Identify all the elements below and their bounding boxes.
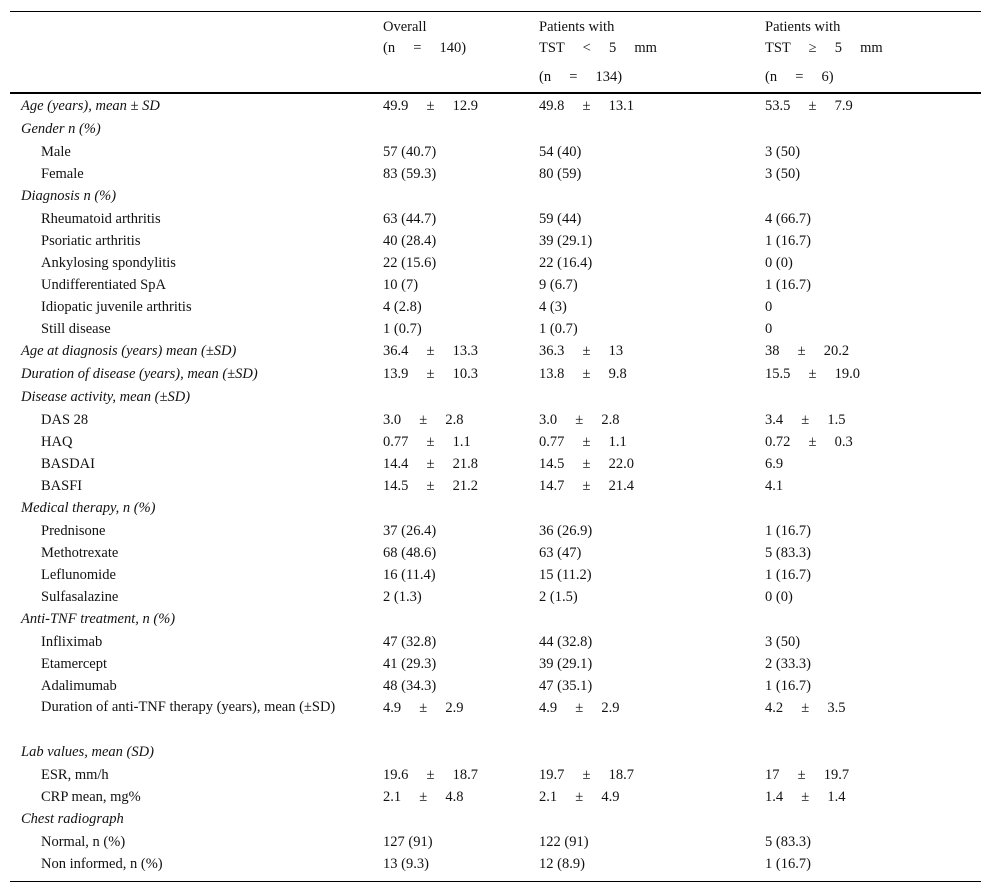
- row-label: Sulfasalazine: [41, 589, 119, 605]
- header-ge5-title: Patients with: [765, 19, 841, 35]
- row-label: Infliximab: [41, 634, 103, 650]
- row-label: Lab values, mean (SD): [21, 744, 154, 760]
- table-row: [10, 409, 981, 431]
- row-label: Duration of anti-TNF therapy (years), mean (±SD): [41, 699, 336, 715]
- table-row: [10, 497, 981, 520]
- cell-tst-lt5: 39 (29.1): [539, 656, 593, 672]
- cell-overall: 68 (48.6): [383, 545, 437, 561]
- cell-tst-ge5: 1 (16.7): [765, 523, 811, 539]
- cell-tst-ge5: 0: [765, 321, 773, 337]
- table-row: [10, 431, 981, 453]
- table-row: [10, 95, 981, 118]
- table-bottom-rule: [10, 881, 981, 882]
- cell-overall: 16 (11.4): [383, 567, 436, 583]
- row-label: Duration of disease (years), mean (±SD): [21, 366, 258, 382]
- table-row: [10, 141, 981, 163]
- cell-tst-lt5: 2 (1.5): [539, 589, 578, 605]
- cell-overall: 19.6 ± 18.7: [383, 767, 478, 783]
- table-row: [10, 453, 981, 475]
- cell-tst-ge5: 2 (33.3): [765, 656, 811, 672]
- table-row: [10, 208, 981, 230]
- cell-tst-lt5: 15 (11.2): [539, 567, 592, 583]
- header-overall-n: (n = 140): [383, 40, 467, 56]
- table-row: [10, 697, 981, 741]
- cell-tst-lt5: 2.1 ± 4.9: [539, 789, 620, 805]
- table-row: [10, 764, 981, 786]
- cell-overall: 2 (1.3): [383, 589, 422, 605]
- cell-tst-lt5: 22 (16.4): [539, 255, 593, 271]
- cell-tst-lt5: 0.77 ± 1.1: [539, 434, 627, 450]
- cell-overall: 41 (29.3): [383, 656, 437, 672]
- header-rule: [10, 92, 981, 94]
- cell-tst-lt5: 49.8 ± 13.1: [539, 98, 634, 114]
- table-row: [10, 475, 981, 497]
- cell-tst-lt5: 4 (3): [539, 299, 567, 315]
- table-row: [10, 296, 981, 318]
- cell-tst-ge5: 5 (83.3): [765, 834, 811, 850]
- row-label: BASFI: [41, 478, 83, 494]
- row-label: Adalimumab: [41, 678, 117, 694]
- cell-tst-lt5: 44 (32.8): [539, 634, 593, 650]
- cell-tst-lt5: 19.7 ± 18.7: [539, 767, 634, 783]
- cell-overall: 49.9 ± 12.9: [383, 98, 478, 114]
- table-row: [10, 586, 981, 608]
- header-tst-ge5: [765, 17, 883, 88]
- table-row: [10, 520, 981, 542]
- cell-overall: 36.4 ± 13.3: [383, 343, 478, 359]
- cell-tst-lt5: 12 (8.9): [539, 856, 585, 872]
- cell-tst-ge5: 1 (16.7): [765, 277, 811, 293]
- cell-overall: 13.9 ± 10.3: [383, 366, 478, 382]
- table-row: [10, 163, 981, 185]
- cell-tst-lt5: 47 (35.1): [539, 678, 593, 694]
- cell-tst-ge5: 1 (16.7): [765, 567, 811, 583]
- row-label: Male: [41, 144, 71, 160]
- header-overall: [383, 17, 466, 59]
- cell-tst-ge5: 15.5 ± 19.0: [765, 366, 860, 382]
- row-label: Still disease: [41, 321, 111, 337]
- cell-overall: 1 (0.7): [383, 321, 422, 337]
- cell-tst-ge5: 1 (16.7): [765, 678, 811, 694]
- table-top-rule: [10, 11, 981, 12]
- cell-tst-ge5: 4.1: [765, 478, 784, 494]
- cell-tst-ge5: 53.5 ± 7.9: [765, 98, 853, 114]
- cell-tst-lt5: 59 (44): [539, 211, 582, 227]
- cell-tst-lt5: 13.8 ± 9.8: [539, 366, 627, 382]
- header-lt5-n: (n = 134): [539, 69, 623, 85]
- table-row: [10, 808, 981, 831]
- cell-tst-ge5: 3 (50): [765, 634, 801, 650]
- row-label: CRP mean, mg%: [41, 789, 141, 805]
- table-row: [10, 564, 981, 586]
- cell-tst-lt5: 14.5 ± 22.0: [539, 456, 634, 472]
- cell-overall: 22 (15.6): [383, 255, 437, 271]
- cell-tst-lt5: 39 (29.1): [539, 233, 593, 249]
- cell-tst-ge5: 17 ± 19.7: [765, 767, 850, 783]
- cell-tst-ge5: 3.4 ± 1.5: [765, 412, 846, 428]
- cell-overall: 127 (91): [383, 834, 433, 850]
- header-overall-title: Overall: [383, 19, 427, 35]
- row-label: Methotrexate: [41, 545, 119, 561]
- cell-tst-ge5: 5 (83.3): [765, 545, 811, 561]
- cell-tst-ge5: 1 (16.7): [765, 233, 811, 249]
- row-label: Age at diagnosis (years) mean (±SD): [21, 343, 237, 359]
- row-label: Leflunomide: [41, 567, 116, 583]
- cell-overall: 47 (32.8): [383, 634, 437, 650]
- row-label: Medical therapy, n (%): [21, 500, 156, 516]
- row-label: Ankylosing spondylitis: [41, 255, 176, 271]
- table-row: [10, 786, 981, 808]
- cell-tst-ge5: 3 (50): [765, 144, 801, 160]
- cell-tst-lt5: 1 (0.7): [539, 321, 578, 337]
- cell-tst-ge5: 1.4 ± 1.4: [765, 789, 846, 805]
- cell-tst-ge5: 0 (0): [765, 255, 793, 271]
- cell-tst-lt5: 3.0 ± 2.8: [539, 412, 620, 428]
- table-row: [10, 340, 981, 363]
- cell-overall: 3.0 ± 2.8: [383, 412, 464, 428]
- row-label: ESR, mm/h: [41, 767, 109, 783]
- cell-overall: 83 (59.3): [383, 166, 437, 182]
- row-label: Etamercept: [41, 656, 108, 672]
- cell-overall: 13 (9.3): [383, 856, 429, 872]
- header-lt5-title: Patients with: [539, 19, 615, 35]
- header-ge5-n: (n = 6): [765, 69, 834, 85]
- cell-tst-lt5: 36.3 ± 13: [539, 343, 624, 359]
- cell-tst-lt5: 14.7 ± 21.4: [539, 478, 634, 494]
- cell-overall: 10 (7): [383, 277, 419, 293]
- row-label: DAS 28: [41, 412, 89, 428]
- data-table: [10, 11, 981, 882]
- cell-tst-ge5: 1 (16.7): [765, 856, 811, 872]
- cell-tst-lt5: 9 (6.7): [539, 277, 578, 293]
- cell-overall: 0.77 ± 1.1: [383, 434, 471, 450]
- table-row: [10, 118, 981, 141]
- header-lt5-line2: TST < 5 mm: [539, 40, 657, 56]
- row-label: Diagnosis n (%): [21, 188, 117, 204]
- row-label: Gender n (%): [21, 121, 101, 137]
- row-label: Psoriatic arthritis: [41, 233, 141, 249]
- table-row: [10, 252, 981, 274]
- cell-overall: 40 (28.4): [383, 233, 437, 249]
- row-label: HAQ: [41, 434, 73, 450]
- table-row: [10, 675, 981, 697]
- cell-tst-ge5: 0 (0): [765, 589, 793, 605]
- cell-overall: 57 (40.7): [383, 144, 437, 160]
- row-label: Idiopatic juvenile arthritis: [41, 299, 192, 315]
- cell-tst-ge5: 6.9: [765, 456, 784, 472]
- table-row: [10, 853, 981, 875]
- cell-tst-lt5: 36 (26.9): [539, 523, 593, 539]
- table-row: [10, 274, 981, 296]
- header-ge5-line2: TST ≥ 5 mm: [765, 40, 883, 56]
- table-row: [10, 230, 981, 252]
- cell-tst-lt5: 80 (59): [539, 166, 582, 182]
- row-label: Anti-TNF treatment, n (%): [21, 611, 176, 627]
- table-row: [10, 386, 981, 409]
- cell-overall: 14.4 ± 21.8: [383, 456, 478, 472]
- row-label: BASDAI: [41, 456, 95, 472]
- table-body: [10, 95, 981, 875]
- cell-overall: 37 (26.4): [383, 523, 437, 539]
- cell-tst-ge5: 0.72 ± 0.3: [765, 434, 853, 450]
- row-label: Prednisone: [41, 523, 106, 539]
- row-label: Non informed, n (%): [41, 856, 163, 872]
- header-tst-lt5: [539, 17, 657, 88]
- table-row: [10, 631, 981, 653]
- table-row: [10, 363, 981, 386]
- cell-tst-ge5: 38 ± 20.2: [765, 343, 850, 359]
- cell-tst-ge5: 4.2 ± 3.5: [765, 700, 846, 716]
- row-label: Disease activity, mean (±SD): [21, 389, 191, 405]
- cell-tst-lt5: 63 (47): [539, 545, 582, 561]
- row-label: Rheumatoid arthritis: [41, 211, 161, 227]
- cell-tst-ge5: 3 (50): [765, 166, 801, 182]
- cell-tst-lt5: 4.9 ± 2.9: [539, 700, 620, 716]
- cell-tst-lt5: 122 (91): [539, 834, 589, 850]
- table-row: [10, 318, 981, 340]
- cell-overall: 14.5 ± 21.2: [383, 478, 478, 494]
- table-row: [10, 653, 981, 675]
- row-label: Age (years), mean ± SD: [21, 98, 160, 114]
- row-label: Normal, n (%): [41, 834, 126, 850]
- cell-overall: 48 (34.3): [383, 678, 437, 694]
- row-label: Undifferentiated SpA: [41, 277, 166, 293]
- cell-tst-ge5: 4 (66.7): [765, 211, 811, 227]
- table-row: [10, 831, 981, 853]
- cell-overall: 63 (44.7): [383, 211, 437, 227]
- table-row: [10, 741, 981, 764]
- cell-tst-ge5: 0: [765, 299, 773, 315]
- cell-tst-lt5: 54 (40): [539, 144, 582, 160]
- table-row: [10, 185, 981, 208]
- table-row: [10, 608, 981, 631]
- row-label: Female: [41, 166, 84, 182]
- cell-overall: 4.9 ± 2.9: [383, 700, 464, 716]
- cell-overall: 4 (2.8): [383, 299, 422, 315]
- table-row: [10, 542, 981, 564]
- row-label: Chest radiograph: [21, 811, 124, 827]
- cell-overall: 2.1 ± 4.8: [383, 789, 464, 805]
